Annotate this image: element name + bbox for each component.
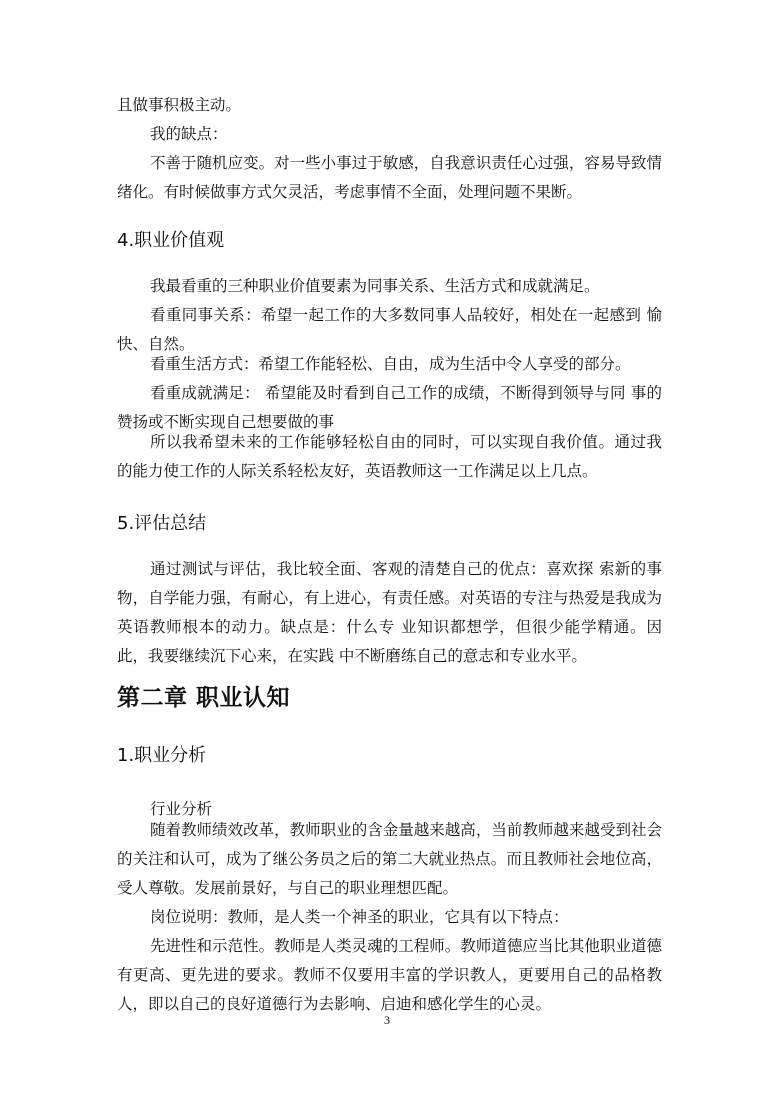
values-paragraph-5: 所以我希望未来的工作能够轻松自由的同时，可以实现自我价值。通过我 的能力使工作的人际关系轻松友好，英语教师这一工作满足以上几点。 — [117, 433, 662, 480]
industry-paragraph-2: 岗位说明：教师，是人类一个神圣的职业，它具有以下特点： — [150, 908, 569, 926]
summary-paragraph: 通过测试与评估，我比较全面、客观的清楚自己的优点：喜欢探 索新的事物，自学能力强，有耐心，有上进心，有责任感。对英语的专注与热爱是我成为英语教师根本的动力。缺点是：什么专 业知识都想学，但很少能学精通。因此，我要继续沉下心来，在实践 中不断磨练自己的意志和专业水平。 — [117, 560, 662, 665]
section-5-heading: 5.评估总结 — [117, 513, 207, 534]
paragraph-top: 且做事积极主动。 — [117, 96, 242, 114]
section-4-heading: 4.职业价值观 — [117, 230, 225, 251]
values-paragraph-1: 我最看重的三种职业价值要素为同事关系、生活方式和成就满足。 — [150, 277, 600, 295]
industry-paragraph-1: 随着教师绩效改革，教师职业的含金量越来越高，当前教师越来越受到社会的关注和认可，成为了继公务员之后的第二大就业热点。而且教师社会地位高，受人尊敬。发展前景好，与自己的职业理想匹配。 — [117, 821, 662, 897]
weakness-label: 我的缺点： — [150, 125, 228, 143]
values-paragraph-4: 看重成就满足： 希望能及时看到自己工作的成绩，不断得到领导与同 事的赞扬或不断实现自己想要做的事 — [117, 384, 662, 431]
weakness-paragraph: 不善于随机应变。对一些小事过于敏感，自我意识责任心过强，容易导致情绪化。有时候做事方式欠灵活，考虑事情不全面，处理问题不果断。 — [117, 154, 662, 201]
industry-paragraph-3: 先进性和示范性。教师是人类灵魂的工程师。教师道德应当比其他职业道德有更高、更先进的要求。教师不仅要用丰富的学识教人，更要用自己的品格教人，即以自己的良好道德行为去影响、启迪和感化学生的心灵。 — [117, 937, 662, 1013]
industry-analysis-subheading: 行业分析 — [150, 800, 213, 818]
section-1-heading: 1.职业分析 — [117, 745, 207, 766]
page-number: 3 — [384, 1013, 390, 1027]
chapter-2-heading: 第二章 职业认知 — [117, 685, 291, 711]
values-paragraph-2: 看重同事关系：希望一起工作的大多数同事人品较好，相处在一起感到 愉快、自然。 — [117, 306, 662, 353]
values-paragraph-3: 看重生活方式：希望工作能轻松、自由，成为生活中令人享受的部分。 — [150, 355, 631, 373]
